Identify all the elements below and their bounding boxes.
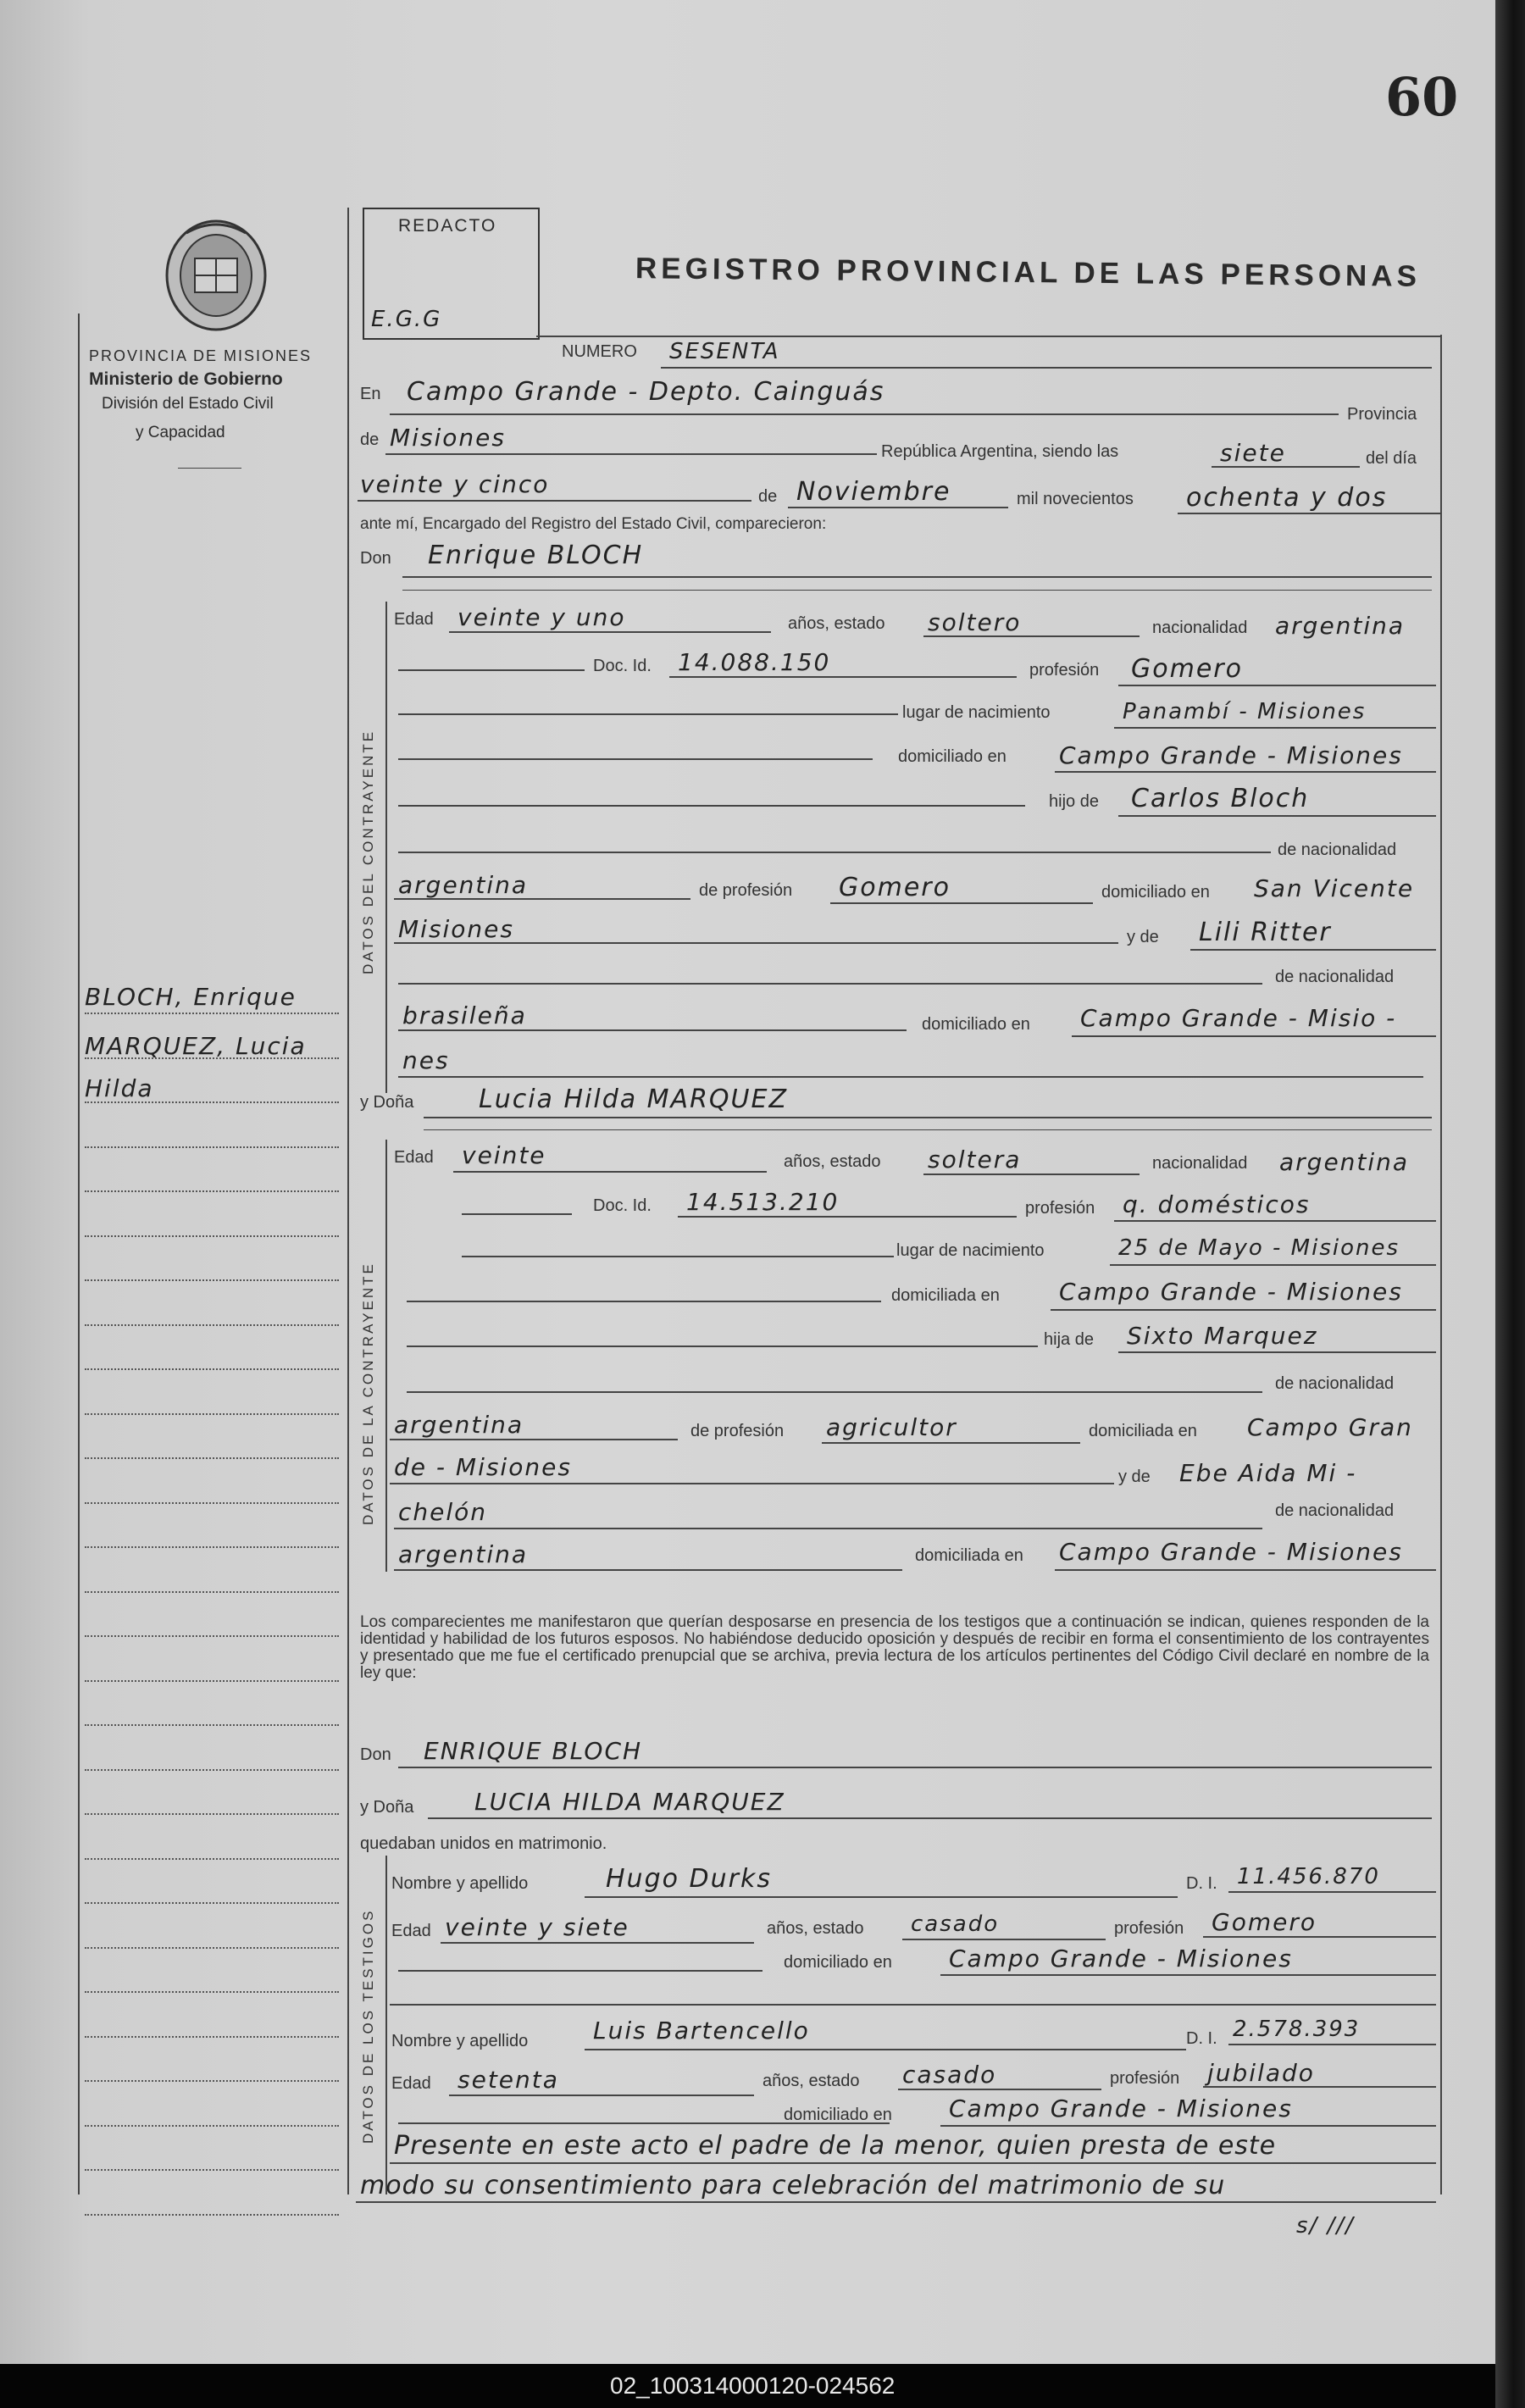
c-dom-line xyxy=(1055,771,1436,773)
contrayente-side-label: DATOS DEL CONTRAYENTE xyxy=(360,729,376,974)
margin-ruled-line xyxy=(85,2125,339,2127)
f-dom-pre-line xyxy=(407,1301,881,1302)
mil-label: mil novecientos xyxy=(1017,490,1134,508)
margin-note-line1: BLOCH, Enrique xyxy=(85,983,297,1011)
f-padre-dom-value-1: Campo Gran xyxy=(1247,1413,1413,1441)
f-estado-line xyxy=(923,1173,1140,1175)
f-padre-prof-value: agricultor xyxy=(826,1413,957,1441)
c-madre-dom-value-2: nes xyxy=(402,1046,450,1074)
f-prof-label: profesión xyxy=(1025,1199,1095,1218)
c-de-nac-label: de nacionalidad xyxy=(1278,841,1397,859)
f-lugar-value: 25 de Mayo - Misiones xyxy=(1118,1235,1400,1261)
t1-edad-value: veinte y siete xyxy=(445,1913,629,1941)
t1-nombre-line xyxy=(585,1896,1178,1898)
f-dom-line xyxy=(1051,1309,1436,1311)
decl-dona-label: y Doña xyxy=(360,1798,414,1817)
margin-ruled-line xyxy=(85,1947,339,1949)
image-id: 02_100314000120-024562 xyxy=(610,2372,896,2399)
del-dia-label: del día xyxy=(1366,449,1417,468)
lugar-value: Campo Grande - Depto. Cainguás xyxy=(407,377,885,407)
c-de-prof-label: de profesión xyxy=(699,881,793,900)
t1-nombre-label: Nombre y apellido xyxy=(391,1874,529,1893)
t1-dom-line xyxy=(940,1974,1436,1976)
hora-value: siete xyxy=(1220,439,1286,467)
t1-nombre-value: Hugo Durks xyxy=(606,1864,772,1894)
book-spine xyxy=(1495,0,1525,2408)
margin-ruled-line xyxy=(85,1724,339,1726)
t1-estado-value: casado xyxy=(911,1911,1000,1937)
f-madre-line-2 xyxy=(394,1528,1262,1529)
margin-ruled-line xyxy=(85,1591,339,1593)
c-prof-label: profesión xyxy=(1029,661,1100,680)
testigos-side-label: DATOS DE LOS TESTIGOS xyxy=(360,1908,376,2144)
t1-prof-value: Gomero xyxy=(1212,1908,1317,1936)
t1-dom-pre-line xyxy=(398,1970,762,1972)
sigue-mark: s/ /// xyxy=(1296,2213,1355,2239)
decl-dona-line xyxy=(428,1817,1432,1819)
f-madre-value-2: chelón xyxy=(398,1498,488,1526)
margin-ruled-line xyxy=(85,1680,339,1682)
c-edad-label: Edad xyxy=(394,610,434,629)
c-dom-value: Campo Grande - Misiones xyxy=(1059,741,1403,769)
f-de-nac-label: de nacionalidad xyxy=(1275,1374,1395,1393)
c-padre-dom-line-2 xyxy=(394,942,1118,944)
f-prof-value: q. domésticos xyxy=(1123,1190,1311,1218)
f-padre-line xyxy=(1118,1351,1436,1353)
document-title: REGISTRO PROVINCIAL DE LAS PERSONAS xyxy=(635,252,1422,293)
c-edad-line xyxy=(449,631,771,633)
t1-edad-label: Edad xyxy=(391,1922,431,1940)
redacto-initials: E.G.G xyxy=(371,307,442,332)
f-lugar-label: lugar de nacimiento xyxy=(896,1241,1045,1260)
c-padre-dom-value-2: Misiones xyxy=(398,915,514,943)
margin-ruled-line xyxy=(85,1057,339,1059)
c-madre-nac-line xyxy=(398,1029,907,1031)
header-underline xyxy=(178,468,241,469)
margin-ruled-line xyxy=(85,1502,339,1504)
redacto-label: REDACTO xyxy=(398,216,497,236)
de-label: de xyxy=(360,430,380,449)
t2-anos-label: años, estado xyxy=(762,2072,860,2090)
margin-ruled-line xyxy=(85,1413,339,1415)
c-doc-value: 14.088.150 xyxy=(678,648,831,676)
t2-prof-line xyxy=(1203,2086,1436,2088)
don-line-2 xyxy=(402,590,1432,591)
c-doc-label: Doc. Id. xyxy=(593,657,652,675)
c-nac-value: argentina xyxy=(1275,612,1406,640)
margin-ruled-line xyxy=(85,2036,339,2038)
provincia-value: Misiones xyxy=(390,424,506,452)
t2-estado-line xyxy=(898,2089,1101,2090)
t2-estado-value: casado xyxy=(902,2061,997,2089)
dia-value: veinte y cinco xyxy=(360,470,550,498)
dona-line xyxy=(424,1117,1432,1118)
t1-di-value: 11.456.870 xyxy=(1237,1864,1380,1889)
numero-label: NUMERO xyxy=(562,342,637,361)
form-right-border xyxy=(1440,335,1442,2194)
t2-di-label: D. I. xyxy=(1186,2029,1217,2048)
t2-edad-label: Edad xyxy=(391,2074,431,2093)
f-doc-pre-line xyxy=(462,1213,572,1215)
nota-line1: Presente en este acto el padre de la menor, quien presta de este xyxy=(394,2131,1277,2161)
decl-quedaban: quedaban unidos en matrimonio. xyxy=(360,1834,607,1853)
margin-ruled-line xyxy=(85,1902,339,1904)
coat-of-arms-seal xyxy=(161,216,271,335)
de-mes-label: de xyxy=(758,487,778,506)
f-padre-value: Sixto Marquez xyxy=(1127,1322,1318,1350)
f-padre-nac-line xyxy=(390,1439,678,1440)
t1-estado-line xyxy=(902,1939,1106,1940)
contrayenta-side-label: DATOS DE LA CONTRAYENTE xyxy=(360,1262,376,1525)
ante-label: ante mí, Encargado del Registro del Estado Civil, comparecieron: xyxy=(360,515,827,533)
c-madre-line xyxy=(1190,949,1436,951)
c-padre-prof-value: Gomero xyxy=(839,873,951,902)
margin-ruled-line xyxy=(85,1813,339,1815)
c-padre-nac-value: argentina xyxy=(398,871,529,899)
f-y-de-label: y de xyxy=(1118,1468,1151,1486)
c-lugar-label: lugar de nacimiento xyxy=(902,703,1051,722)
t1-di-line xyxy=(1228,1891,1436,1893)
t1-dom-label: domiciliado en xyxy=(784,1953,892,1972)
margin-ruled-line xyxy=(85,1769,339,1771)
testigos-separator xyxy=(390,2004,1436,2006)
hora-line xyxy=(1212,466,1360,468)
c-y-de-label: y de xyxy=(1127,928,1159,946)
c-madre-pre-line xyxy=(398,983,1262,985)
c-prof-value: Gomero xyxy=(1131,654,1243,684)
f-dom-value: Campo Grande - Misiones xyxy=(1059,1278,1403,1306)
testigos-rule xyxy=(385,1856,387,2194)
t2-dom-value: Campo Grande - Misiones xyxy=(949,2095,1293,2122)
dona-value: Lucia Hilda MARQUEZ xyxy=(479,1085,788,1114)
c-lugar-line xyxy=(1114,727,1436,729)
margin-ruled-line xyxy=(85,1858,339,1860)
t1-prof-label: profesión xyxy=(1114,1919,1184,1938)
t1-di-label: D. I. xyxy=(1186,1874,1217,1893)
t2-dom-label: domiciliado en xyxy=(784,2106,892,2124)
margin-ruled-line xyxy=(85,1324,339,1326)
don-label: Don xyxy=(360,549,391,568)
c-dom-pre-line xyxy=(398,758,873,760)
anio-value: ochenta y dos xyxy=(1186,483,1388,513)
c-lugar-pre-line xyxy=(398,713,898,715)
t2-nombre-value: Luis Bartencello xyxy=(593,2017,810,2045)
footer-bar xyxy=(0,2364,1495,2408)
t2-nombre-label: Nombre y apellido xyxy=(391,2032,529,2050)
decl-don-line xyxy=(398,1767,1432,1768)
t2-prof-label: profesión xyxy=(1110,2069,1180,2088)
c-edad-value: veinte y uno xyxy=(458,603,626,631)
numero-line xyxy=(661,367,1432,369)
f-prof-line xyxy=(1114,1220,1436,1222)
c-padre-dom-value-1: San Vicente xyxy=(1254,874,1415,902)
t2-edad-value: setenta xyxy=(458,2066,559,2094)
c-padre-prof-line xyxy=(830,902,1093,904)
f-padre-dom-line-2 xyxy=(390,1483,1114,1484)
f-doc-label: Doc. Id. xyxy=(593,1196,652,1215)
f-edad-line xyxy=(453,1171,767,1173)
don-value: Enrique BLOCH xyxy=(428,541,644,570)
f-de-nac-label-2: de nacionalidad xyxy=(1275,1501,1395,1520)
header-province: PROVINCIA DE MISIONES xyxy=(89,347,313,364)
declaration-text: Los comparecientes me manifestaron que querían desposarse en presencia de los testigos que a continuación se indican, quienes responden de la identidad y habilidad de los futuros esposos. No habiéndose deducido oposición y después de recibir en forma el consentimiento de los contrayentes y presentado que me fue el certificado prenupcial que se archiva, previa lectura de los artículos pertinentes del Código Civil declaré en nombre de la ley que: xyxy=(360,1613,1429,1682)
f-madre-nac-value: argentina xyxy=(398,1540,529,1568)
margin-ruled-line xyxy=(85,1457,339,1459)
c-dom-label: domiciliado en xyxy=(898,747,1006,766)
f-dom-label: domiciliada en xyxy=(891,1286,1000,1305)
f-doc-value: 14.513.210 xyxy=(686,1188,840,1216)
f-madre-dom-label: domiciliada en xyxy=(915,1546,1023,1565)
f-madre-dom-value: Campo Grande - Misiones xyxy=(1059,1538,1403,1566)
republica-label: República Argentina, siendo las xyxy=(881,442,1119,461)
c-nac-pre-line xyxy=(398,852,1271,853)
nota-line2-rule xyxy=(356,2201,1436,2203)
c-madre-dom-line-2 xyxy=(398,1076,1423,1078)
decl-don-value: ENRIQUE BLOCH xyxy=(424,1737,643,1765)
t2-di-value: 2.578.393 xyxy=(1233,2017,1361,2042)
c-madre-nac-value: brasileña xyxy=(402,1001,527,1029)
c-padre-dom-label: domiciliado en xyxy=(1101,883,1210,902)
t2-dom-line xyxy=(940,2125,1436,2127)
c-madre-dom-line xyxy=(1072,1035,1436,1037)
provincia-label: Provincia xyxy=(1347,405,1417,424)
f-nac-label: nacionalidad xyxy=(1152,1154,1248,1173)
margin-ruled-line xyxy=(85,1235,339,1237)
c-madre-value: Lili Ritter xyxy=(1199,918,1332,947)
f-nac-pre-line xyxy=(407,1391,1262,1393)
decl-don-label: Don xyxy=(360,1745,391,1764)
margin-ruled-line xyxy=(85,1635,339,1637)
t1-edad-line xyxy=(441,1942,754,1944)
margin-ruled-line xyxy=(85,1546,339,1548)
f-madre-nac-line xyxy=(394,1569,902,1571)
margin-ruled-line xyxy=(85,1991,339,1993)
c-hijo-pre-line xyxy=(398,805,1025,807)
f-nac-value: argentina xyxy=(1279,1148,1410,1176)
header-ministry: Ministerio de Gobierno xyxy=(89,369,283,389)
margin-ruled-line xyxy=(85,1279,339,1281)
margin-ruled-line xyxy=(85,1146,339,1148)
f-hija-pre-line xyxy=(407,1345,1038,1347)
c-doc-line xyxy=(669,676,1017,678)
f-padre-dom-value-2: de - Misiones xyxy=(394,1453,572,1481)
f-padre-prof-line xyxy=(822,1442,1080,1444)
margin-ruled-line xyxy=(85,2214,339,2216)
c-padre-nac-line xyxy=(394,898,690,900)
c-hijo-label: hijo de xyxy=(1049,792,1099,811)
f-estado-value: soltera xyxy=(928,1146,1022,1173)
c-de-nac-label-2: de nacionalidad xyxy=(1275,968,1395,986)
f-doc-line xyxy=(678,1216,1017,1218)
f-lugar-line xyxy=(1110,1264,1436,1266)
t2-di-line xyxy=(1228,2044,1436,2045)
mes-line xyxy=(788,507,1008,508)
t2-nombre-line xyxy=(585,2049,1186,2050)
margin-ruled-line xyxy=(85,2080,339,2082)
header-capacity: y Capacidad xyxy=(136,424,225,441)
page-number: 60 xyxy=(1385,66,1459,128)
margin-note-line3: Hilda xyxy=(85,1074,154,1102)
f-lugar-pre-line xyxy=(462,1256,894,1257)
margin-note-line2: MARQUEZ, Lucia xyxy=(85,1032,307,1060)
header-division: División del Estado Civil xyxy=(102,395,274,413)
dona-line-2 xyxy=(424,1129,1432,1130)
c-lugar-value: Panambí - Misiones xyxy=(1123,699,1367,724)
numero-value: SESENTA xyxy=(669,339,780,364)
c-anos-label: años, estado xyxy=(788,614,885,633)
form-top-border xyxy=(536,336,1441,337)
dia-line xyxy=(358,500,751,502)
margin-ruled-line xyxy=(85,1101,339,1103)
f-de-prof-label: de profesión xyxy=(690,1422,785,1440)
contrayente-rule xyxy=(385,602,387,1093)
c-estado-value: soltero xyxy=(928,608,1022,636)
left-margin-rule xyxy=(78,313,80,2194)
margin-ruled-line xyxy=(85,2169,339,2171)
anio-line xyxy=(1178,513,1440,514)
c-estado-line xyxy=(923,635,1140,637)
f-madre-value-1: Ebe Aida Mi - xyxy=(1179,1459,1357,1487)
margin-ruled-line xyxy=(85,1013,339,1014)
nota-line2: modo su consentimiento para celebración del matrimonio de su xyxy=(360,2171,1226,2200)
c-prof-line xyxy=(1118,685,1436,686)
margin-ruled-line xyxy=(85,1368,339,1370)
mes-value: Noviembre xyxy=(796,477,951,507)
c-nac-label: nacionalidad xyxy=(1152,619,1248,637)
don-line xyxy=(402,576,1432,578)
c-madre-dom-value-1: Campo Grande - Misio - xyxy=(1080,1004,1397,1032)
f-edad-value: veinte xyxy=(462,1141,546,1169)
margin-ruled-line xyxy=(85,1190,339,1192)
f-padre-dom-label: domiciliada en xyxy=(1089,1422,1197,1440)
c-doc-pre-line xyxy=(398,669,585,671)
provincia-line xyxy=(385,453,877,455)
f-madre-dom-line xyxy=(1055,1569,1436,1571)
t1-anos-label: años, estado xyxy=(767,1919,864,1938)
en-label: En xyxy=(360,385,381,403)
f-edad-label: Edad xyxy=(394,1148,434,1167)
c-padre-value: Carlos Bloch xyxy=(1131,784,1310,813)
contrayenta-rule xyxy=(385,1140,387,1572)
decl-dona-value: LUCIA HILDA MARQUEZ xyxy=(474,1788,785,1816)
c-madre-dom-label: domiciliado en xyxy=(922,1015,1030,1034)
f-anos-label: años, estado xyxy=(784,1152,881,1171)
dona-label: y Doña xyxy=(360,1093,414,1112)
f-padre-nac-value: argentina xyxy=(394,1411,524,1439)
margin-divider xyxy=(347,208,349,2194)
t1-prof-line xyxy=(1203,1936,1436,1938)
nota-line1-rule xyxy=(390,2162,1436,2164)
t2-edad-line xyxy=(449,2095,754,2096)
lugar-line xyxy=(390,413,1339,415)
f-hija-label: hija de xyxy=(1044,1330,1094,1349)
c-padre-line xyxy=(1118,815,1436,817)
t1-dom-value: Campo Grande - Misiones xyxy=(949,1945,1293,1972)
t2-prof-value: jubilado xyxy=(1207,2059,1315,2087)
